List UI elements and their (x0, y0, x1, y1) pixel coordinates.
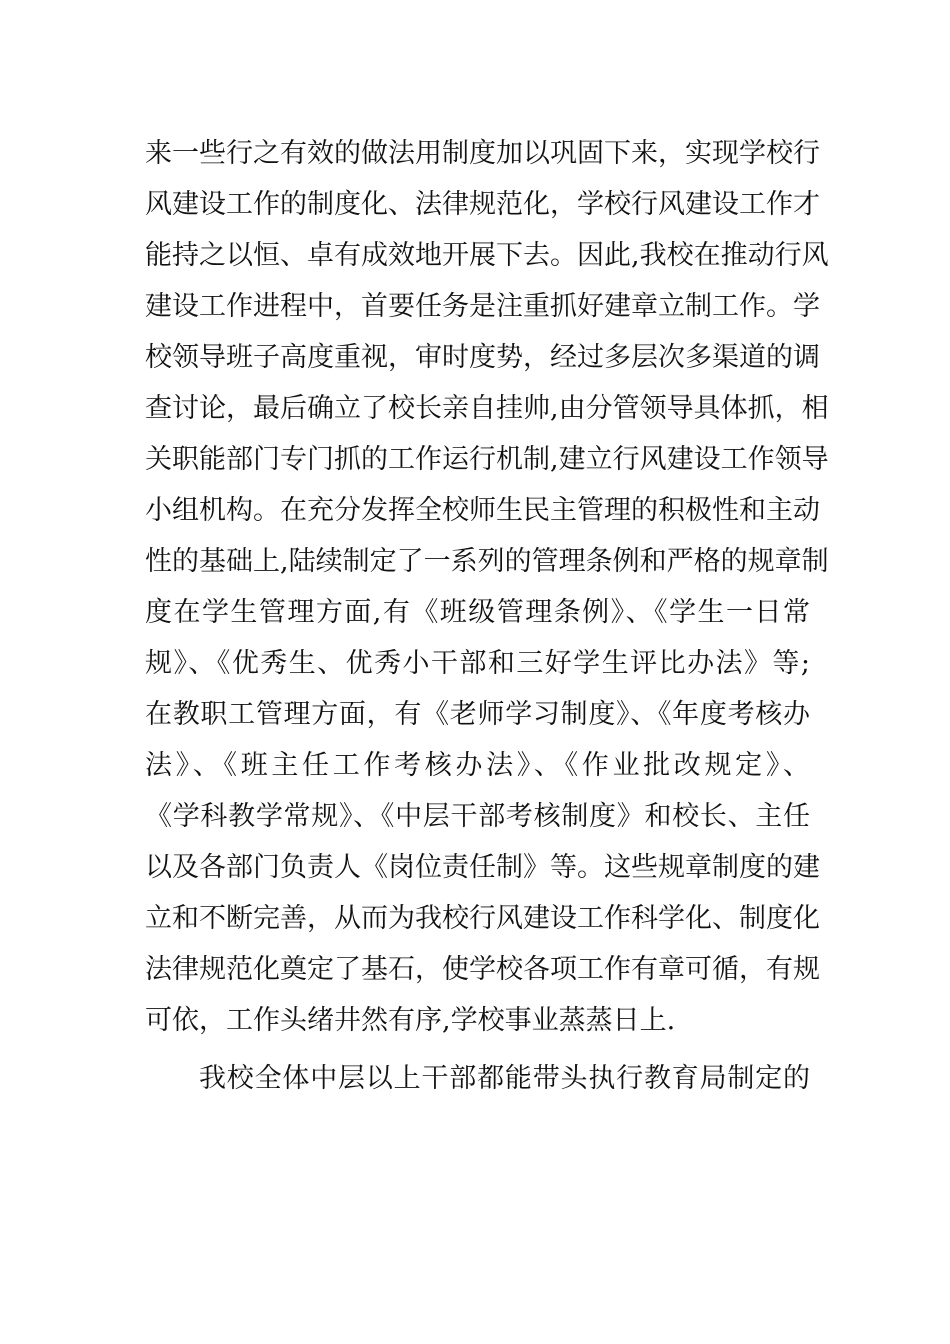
text-line: 规》、《优秀生、优秀小干部和三好学生评比办法》等; (145, 648, 810, 679)
text-line: 法律规范化奠定了基石，使学校各项工作有章可循，有规 (145, 954, 820, 985)
paragraph-1 (145, 128, 829, 1046)
paragraph-2 (145, 1053, 810, 1104)
text-line: 《学科教学常规》、《中层干部考核制度》和校长、主任 (145, 801, 810, 832)
text-line: 在教职工管理方面，有《老师学习制度》、《年度考核办 (145, 699, 810, 730)
text-line: 性的基础上,陆续制定了一系列的管理条例和严格的规章制 (145, 546, 829, 577)
text-line: 能持之以恒、卓有成效地开展下去。因此,我校在推动行风 (145, 240, 829, 271)
text-line: 我校全体中层以上干部都能带头执行教育局制定的 (199, 1063, 810, 1094)
text-line: 立和不断完善，从而为我校行风建设工作科学化、制度化 (145, 903, 820, 934)
text-line: 度在学生管理方面,有《班级管理条例》、《学生一日常 (145, 597, 810, 628)
text-line: 查讨论，最后确立了校长亲自挂帅,由分管领导具体抓，相 (145, 393, 829, 424)
text-line: 法》、《班主任工作考核办法》、《作业批改规定》、 (145, 750, 810, 781)
text-line: 来一些行之有效的做法用制度加以巩固下来，实现学校行 (145, 138, 820, 169)
text-line: 以及各部门负责人《岗位责任制》等。这些规章制度的建 (145, 852, 820, 883)
text-line: 关职能部门专门抓的工作运行机制,建立行风建设工作领导 (145, 444, 829, 475)
text-line: 风建设工作的制度化、法律规范化，学校行风建设工作才 (145, 189, 820, 220)
paragraph-spacer (145, 1046, 810, 1053)
text-line: 小组机构。在充分发挥全校师生民主管理的积极性和主动 (145, 495, 820, 526)
text-line: 校领导班子高度重视，审时度势，经过多层次多渠道的调 (145, 342, 820, 373)
document-body (145, 128, 829, 1104)
text-line: 建设工作进程中，首要任务是注重抓好建章立制工作。学 (145, 291, 820, 322)
text-line: 可依，工作头绪井然有序,学校事业蒸蒸日上. (145, 1005, 676, 1036)
